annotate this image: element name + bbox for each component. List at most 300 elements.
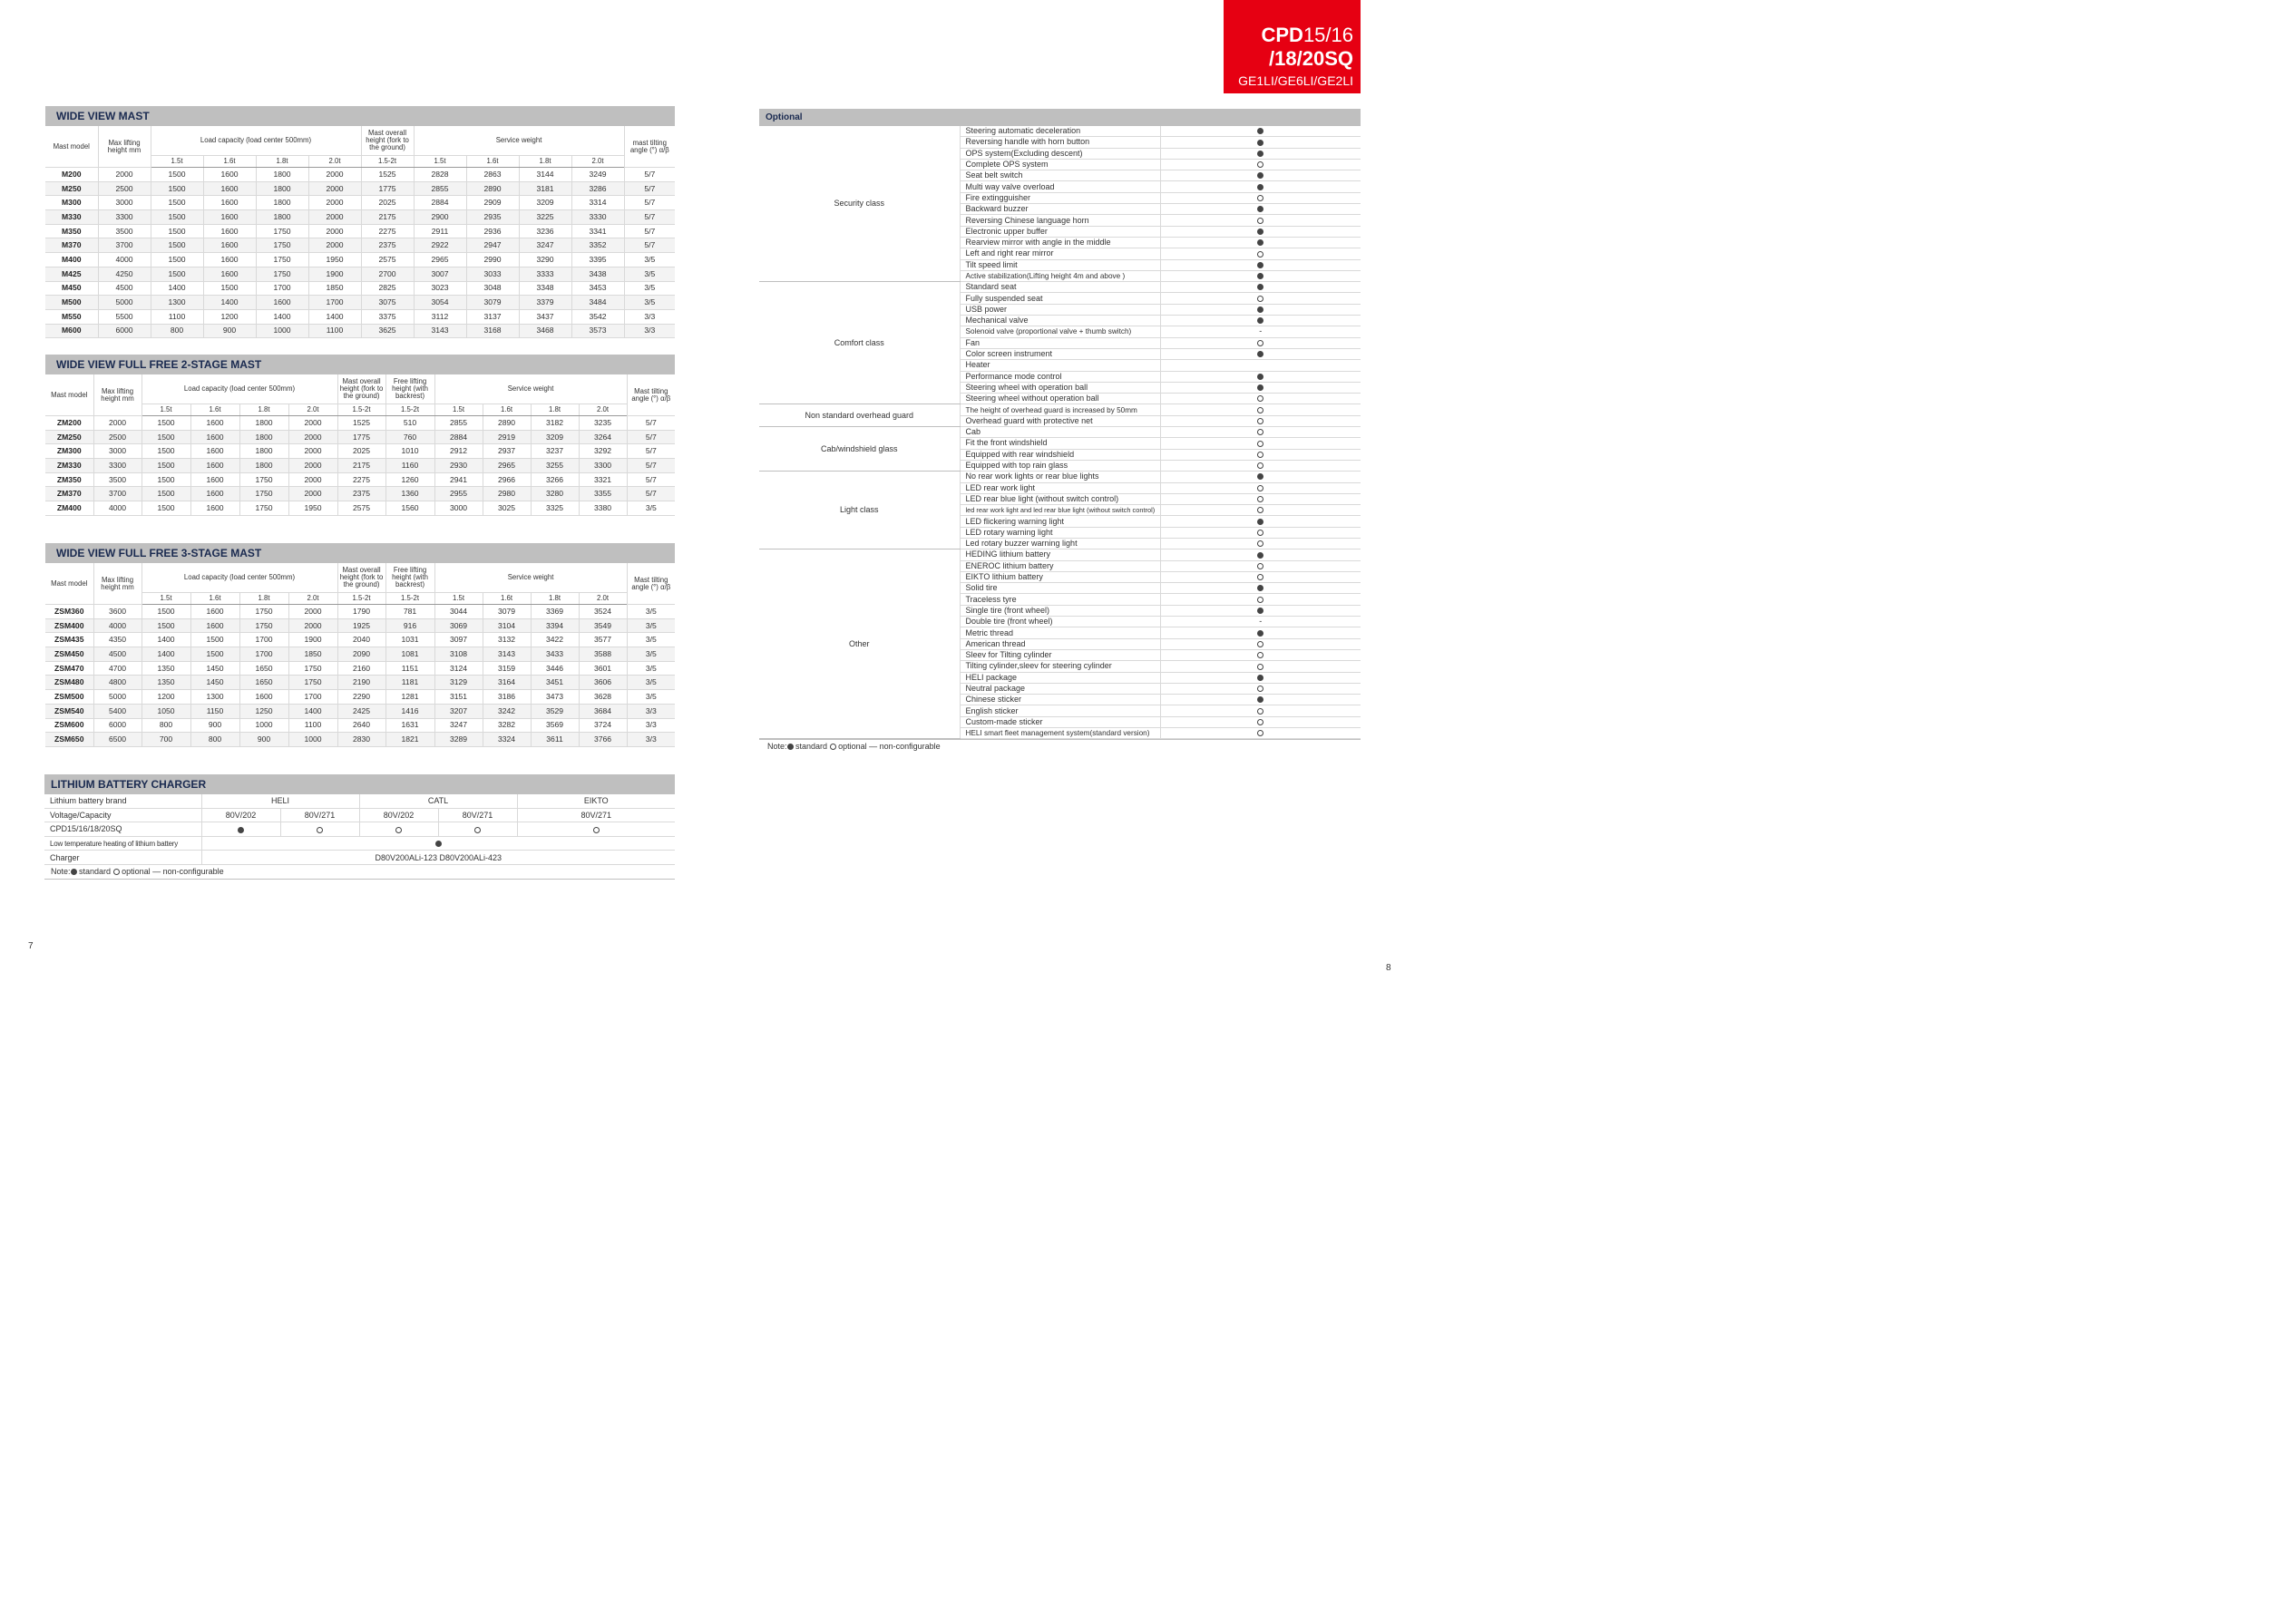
table-cell: 3143 <box>414 324 466 338</box>
cap-header: 1.6t <box>190 404 239 416</box>
table-cell: 1500 <box>141 501 190 516</box>
table-cell: 3/3 <box>624 309 675 324</box>
mast-model-cell: ZSM650 <box>45 733 93 747</box>
option-mark-cell <box>1160 204 1361 215</box>
table-cell: 2890 <box>483 416 531 431</box>
option-item: Left and right rear mirror <box>960 248 1160 259</box>
table-cell: 3129 <box>434 676 483 690</box>
table-cell: 1850 <box>288 647 337 662</box>
optional-circle-icon <box>1257 686 1263 692</box>
table-cell: 3473 <box>531 690 579 705</box>
option-item: Mechanical valve <box>960 316 1160 326</box>
optional-circle-icon <box>1257 418 1263 424</box>
table-cell: 2863 <box>466 168 519 182</box>
table-cell: 1500 <box>151 253 203 267</box>
mast-model-cell: M450 <box>45 281 98 296</box>
table-cell: 2000 <box>288 430 337 444</box>
table-cell: 3/3 <box>624 324 675 338</box>
table-cell: 3255 <box>531 459 579 473</box>
legend-optional: optional <box>838 742 867 752</box>
option-mark-cell <box>1160 594 1361 605</box>
table-cell: 4000 <box>93 618 141 633</box>
table-row <box>45 501 675 516</box>
table-cell: 1450 <box>190 661 239 676</box>
mast-model-cell: M500 <box>45 296 98 310</box>
optional-circle-icon <box>1257 251 1263 258</box>
table-cell: 2275 <box>361 224 414 238</box>
table-cell: 1400 <box>141 647 190 662</box>
option-mark-cell <box>1160 316 1361 326</box>
table-cell: 1925 <box>337 618 385 633</box>
optional-circle-icon <box>1257 296 1263 302</box>
option-mark-cell <box>1160 683 1361 694</box>
badge-line3: GE1LI/GE6LI/GE2LI <box>1238 73 1353 88</box>
optional-circle-icon <box>395 827 402 833</box>
option-item: Steering automatic deceleration <box>960 126 1160 137</box>
table-cell: 2500 <box>93 430 141 444</box>
table-cell: 1750 <box>239 501 288 516</box>
table-cell: 3000 <box>98 196 151 210</box>
optional-circle-icon <box>1257 719 1263 725</box>
legend-non-configurable: — non-configurable <box>152 866 224 876</box>
table-cell: 3225 <box>519 210 571 225</box>
option-item: Multi way valve overload <box>960 181 1160 192</box>
table-cell: 3033 <box>466 267 519 281</box>
optional-circle-icon <box>1257 530 1263 536</box>
table-cell: 3132 <box>483 633 531 647</box>
table-cell: 1600 <box>203 224 256 238</box>
table-cell: 1750 <box>239 487 288 501</box>
table-cell: 3/5 <box>627 690 675 705</box>
table-cell: 800 <box>190 733 239 747</box>
brand-catl: CATL <box>359 794 517 808</box>
table-cell: 3079 <box>466 296 519 310</box>
table-cell: 2500 <box>98 181 151 196</box>
table-row <box>45 733 675 747</box>
standard-dot-icon <box>1257 140 1263 146</box>
table-cell: 2175 <box>337 459 385 473</box>
table-cell: 3/5 <box>624 281 675 296</box>
option-mark-cell <box>1160 705 1361 716</box>
table-cell: 3182 <box>531 416 579 431</box>
table-cell: 1081 <box>385 647 434 662</box>
table-cell: 510 <box>385 416 434 431</box>
table-cell: 2909 <box>466 196 519 210</box>
header-mast-model: Mast model <box>45 374 93 416</box>
option-mark-cell <box>1160 661 1361 672</box>
table-row <box>45 324 675 338</box>
table-cell: 3290 <box>519 253 571 267</box>
option-mark-cell <box>1160 716 1361 727</box>
table-cell: 3/5 <box>624 296 675 310</box>
table-cell: 2275 <box>337 472 385 487</box>
mast-model-cell: ZSM435 <box>45 633 93 647</box>
mast-model-cell: M600 <box>45 324 98 338</box>
standard-dot-icon <box>1257 273 1263 279</box>
table-cell: 2000 <box>288 618 337 633</box>
option-mark-cell <box>1160 627 1361 638</box>
mast-model-cell: ZM400 <box>45 501 93 516</box>
table-cell: 4000 <box>93 501 141 516</box>
section-title: LITHIUM BATTERY CHARGER <box>44 774 675 794</box>
table-cell: 3000 <box>434 501 483 516</box>
option-mark-cell <box>1160 695 1361 705</box>
option-row <box>759 472 1361 482</box>
table-row <box>45 253 675 267</box>
table-cell: 760 <box>385 430 434 444</box>
table-cell: 2000 <box>93 416 141 431</box>
table-cell: 3451 <box>531 676 579 690</box>
optional-circle-icon <box>1257 574 1263 580</box>
mast-model-cell: M550 <box>45 309 98 324</box>
table-cell: 1500 <box>151 181 203 196</box>
section-title: Optional <box>759 109 1361 126</box>
optional-circle-icon <box>1257 507 1263 513</box>
table-cell: 3144 <box>519 168 571 182</box>
brand-label: Lithium battery brand <box>44 794 201 808</box>
table-cell: 3500 <box>93 472 141 487</box>
table-cell: 2825 <box>361 281 414 296</box>
table-cell: 4500 <box>93 647 141 662</box>
table-cell: 3264 <box>579 430 627 444</box>
optional-circle-icon <box>1257 462 1263 469</box>
table-cell: 3700 <box>93 487 141 501</box>
table-cell: 3143 <box>483 647 531 662</box>
standard-dot-icon <box>435 841 442 847</box>
table-cell: 1600 <box>203 267 256 281</box>
table-cell: 800 <box>141 718 190 733</box>
table-cell: 4500 <box>98 281 151 296</box>
mast-model-cell: ZM250 <box>45 430 93 444</box>
table-row <box>45 238 675 253</box>
table-cell: 2947 <box>466 238 519 253</box>
mast-table <box>45 374 675 516</box>
option-class: Non standard overhead guard <box>759 404 960 427</box>
mast-model-cell: M200 <box>45 168 98 182</box>
table-cell: 5/7 <box>627 459 675 473</box>
table-cell: 1400 <box>203 296 256 310</box>
table-cell: 1150 <box>190 704 239 718</box>
table-cell: 1750 <box>239 618 288 633</box>
table-cell: 3097 <box>434 633 483 647</box>
table-cell: 1775 <box>337 430 385 444</box>
option-item: Fire extingguisher <box>960 192 1160 203</box>
standard-dot-icon <box>1257 384 1263 391</box>
option-mark-cell <box>1160 605 1361 616</box>
table-cell: 3209 <box>519 196 571 210</box>
table-cell: 1000 <box>239 718 288 733</box>
table-cell: 1600 <box>190 430 239 444</box>
optional-circle-icon <box>317 827 323 833</box>
option-mark-cell <box>1160 170 1361 181</box>
table-cell: 2160 <box>337 661 385 676</box>
mast-model-cell: ZSM500 <box>45 690 93 705</box>
table-cell: 3151 <box>434 690 483 705</box>
optional-circle-icon <box>1257 485 1263 491</box>
option-item: Reversing handle with horn button <box>960 137 1160 148</box>
table-cell: 2000 <box>308 210 361 225</box>
standard-dot-icon <box>787 744 794 750</box>
free-sub-header: 1.5-2t <box>385 593 434 605</box>
standard-dot-icon <box>1257 374 1263 380</box>
table-cell: 3/5 <box>627 501 675 516</box>
table-cell: 800 <box>151 324 203 338</box>
mast-model-cell: M250 <box>45 181 98 196</box>
table-cell: 1750 <box>256 267 308 281</box>
table-cell: 1600 <box>190 444 239 459</box>
option-item: Tilting cylinder,sleev for steering cylinder <box>960 661 1160 672</box>
optional-circle-icon <box>1257 540 1263 547</box>
table-cell: 2000 <box>308 168 361 182</box>
table-cell: 900 <box>190 718 239 733</box>
option-mark-cell <box>1160 549 1361 560</box>
table-cell: 5/7 <box>627 444 675 459</box>
table-cell: 1700 <box>288 690 337 705</box>
standard-dot-icon <box>1257 519 1263 525</box>
option-mark-cell <box>1160 449 1361 460</box>
option-mark-cell <box>1160 326 1361 337</box>
table-cell: 2000 <box>288 444 337 459</box>
table-cell: 2965 <box>414 253 466 267</box>
table-cell: 2884 <box>434 430 483 444</box>
table-cell: 3/3 <box>627 718 675 733</box>
table-cell: 2890 <box>466 181 519 196</box>
header-service-weight: Service weight <box>414 126 624 156</box>
mast-model-cell: ZM300 <box>45 444 93 459</box>
option-item: USB power <box>960 304 1160 315</box>
table-cell: 3369 <box>531 605 579 619</box>
option-item: Complete OPS system <box>960 159 1160 170</box>
option-item: Led rotary buzzer warning light <box>960 538 1160 549</box>
cap-header: 1.8t <box>239 404 288 416</box>
header-overall-height: Mast overall height (fork to the ground) <box>361 126 414 156</box>
option-item: Fit the front windshield <box>960 438 1160 449</box>
table-cell: 3237 <box>531 444 579 459</box>
table-row <box>45 487 675 501</box>
table-cell: 5/7 <box>624 181 675 196</box>
option-mark-cell <box>1160 516 1361 527</box>
table-cell: 2884 <box>414 196 466 210</box>
table-cell: 5/7 <box>627 487 675 501</box>
table-cell: 1500 <box>203 281 256 296</box>
table-cell: 2000 <box>308 238 361 253</box>
cap-header: 1.8t <box>256 156 308 168</box>
header-free-height: Free lifting height (with backrest) <box>385 374 434 404</box>
table-cell: 3181 <box>519 181 571 196</box>
option-item: Tilt speed limit <box>960 259 1160 270</box>
model-mark-cell <box>517 822 675 837</box>
table-cell: 3524 <box>579 605 627 619</box>
table-cell: 5400 <box>93 704 141 718</box>
table-cell: 3433 <box>531 647 579 662</box>
header-max-height: Max lifting height mm <box>93 563 141 605</box>
table-cell: 1800 <box>239 430 288 444</box>
table-cell: 1700 <box>239 633 288 647</box>
table-cell: 3569 <box>531 718 579 733</box>
table-cell: 2919 <box>483 430 531 444</box>
optional-circle-icon <box>1257 429 1263 435</box>
table-cell: 1800 <box>256 168 308 182</box>
table-cell: 1260 <box>385 472 434 487</box>
mast-table <box>45 126 675 338</box>
table-cell: 3324 <box>483 733 531 747</box>
standard-dot-icon <box>1257 206 1263 212</box>
option-mark-cell <box>1160 226 1361 237</box>
table-cell: 1750 <box>239 472 288 487</box>
overall-sub-header: 1.5-2t <box>337 593 385 605</box>
table-cell: 3500 <box>98 224 151 238</box>
option-item: Custom-made sticker <box>960 716 1160 727</box>
table-row <box>45 647 675 662</box>
option-mark-cell <box>1160 137 1361 148</box>
cap-header: 1.5t <box>141 593 190 605</box>
option-mark-cell <box>1160 159 1361 170</box>
option-mark-cell <box>1160 282 1361 293</box>
option-item: No rear work lights or rear blue lights <box>960 472 1160 482</box>
standard-dot-icon <box>1257 585 1263 591</box>
table-cell: 1600 <box>190 605 239 619</box>
table-cell: 2025 <box>361 196 414 210</box>
mast-model-cell: ZM330 <box>45 459 93 473</box>
table-cell: 2000 <box>288 416 337 431</box>
lithium-charger-section <box>44 774 675 880</box>
table-cell: 2290 <box>337 690 385 705</box>
table-cell: 3330 <box>571 210 624 225</box>
table-cell: 3249 <box>571 168 624 182</box>
table-cell: 3577 <box>579 633 627 647</box>
table-cell: 3766 <box>579 733 627 747</box>
table-cell: 3112 <box>414 309 466 324</box>
option-item: Reversing Chinese language horn <box>960 215 1160 226</box>
table-row <box>45 416 675 431</box>
option-mark-cell <box>1160 404 1361 415</box>
mast-model-cell: M330 <box>45 210 98 225</box>
model-mark-cell <box>280 822 359 837</box>
free-sub-header: 1.5-2t <box>385 404 434 416</box>
option-mark-cell <box>1160 438 1361 449</box>
option-item: Neutral package <box>960 683 1160 694</box>
option-mark-cell <box>1160 505 1361 516</box>
optional-circle-icon <box>1257 395 1263 402</box>
table-cell: 3186 <box>483 690 531 705</box>
badge-line2: /18/20SQ <box>1269 47 1353 70</box>
table-cell: 3168 <box>466 324 519 338</box>
option-item: Sleev for Tilting cylinder <box>960 649 1160 660</box>
table-cell: 1600 <box>190 487 239 501</box>
table-cell: 1525 <box>361 168 414 182</box>
standard-dot-icon <box>1257 696 1263 703</box>
option-item: HELI package <box>960 672 1160 683</box>
table-cell: 1500 <box>151 267 203 281</box>
table-cell: 3044 <box>434 605 483 619</box>
table-cell: 4000 <box>98 253 151 267</box>
table-cell: 3542 <box>571 309 624 324</box>
weight-header: 1.5t <box>434 593 483 605</box>
mast-model-cell: ZM350 <box>45 472 93 487</box>
legend-optional: optional <box>122 866 151 876</box>
table-cell: 3/5 <box>627 676 675 690</box>
table-cell: 1500 <box>151 210 203 225</box>
option-row <box>759 549 1361 560</box>
table-cell: 3242 <box>483 704 531 718</box>
table-cell: 1300 <box>190 690 239 705</box>
full-free-3-stage-section <box>45 543 675 747</box>
table-row <box>45 309 675 324</box>
table-cell: 2980 <box>483 487 531 501</box>
table-cell: 1250 <box>239 704 288 718</box>
option-item: Performance mode control <box>960 371 1160 382</box>
option-mark-cell <box>1160 248 1361 259</box>
charger-value: D80V200ALi-123 D80V200ALi-423 <box>201 851 675 865</box>
table-cell: 2000 <box>288 487 337 501</box>
option-mark-cell <box>1160 348 1361 359</box>
table-cell: 2640 <box>337 718 385 733</box>
table-cell: 6000 <box>98 324 151 338</box>
table-cell: 1775 <box>361 181 414 196</box>
option-mark-cell <box>1160 181 1361 192</box>
table-cell: 1821 <box>385 733 434 747</box>
table-cell: 3724 <box>579 718 627 733</box>
option-item: The height of overhead guard is increased by 50mm <box>960 404 1160 415</box>
table-cell: 2830 <box>337 733 385 747</box>
option-class: Light class <box>759 472 960 549</box>
table-cell: 4800 <box>93 676 141 690</box>
standard-dot-icon <box>1257 262 1263 268</box>
option-item: Single tire (front wheel) <box>960 605 1160 616</box>
table-cell: 5000 <box>93 690 141 705</box>
table-cell: 3314 <box>571 196 624 210</box>
table-cell: 1416 <box>385 704 434 718</box>
table-cell: 1600 <box>256 296 308 310</box>
voltage-value: 80V/271 <box>517 808 675 822</box>
table-cell: 1151 <box>385 661 434 676</box>
mast-model-cell: ZSM360 <box>45 605 93 619</box>
header-mast-model: Mast model <box>45 126 98 168</box>
table-cell: 2040 <box>337 633 385 647</box>
table-cell: 2937 <box>483 444 531 459</box>
table-cell: 3289 <box>434 733 483 747</box>
standard-dot-icon <box>238 827 244 833</box>
standard-dot-icon <box>1257 284 1263 290</box>
option-mark-cell <box>1160 148 1361 159</box>
voltage-value: 80V/202 <box>201 808 280 822</box>
table-cell: 3054 <box>414 296 466 310</box>
table-cell: 1050 <box>141 704 190 718</box>
table-cell: 1631 <box>385 718 434 733</box>
table-cell: 3422 <box>531 633 579 647</box>
table-cell: 3438 <box>571 267 624 281</box>
table-cell: 3321 <box>579 472 627 487</box>
weight-header: 1.6t <box>483 593 531 605</box>
table-row <box>45 210 675 225</box>
weight-header: 1.6t <box>466 156 519 168</box>
legend-note <box>44 865 675 880</box>
overall-sub-header: 1.5-2t <box>337 404 385 416</box>
table-cell: 1100 <box>308 324 361 338</box>
standard-dot-icon <box>1257 351 1263 357</box>
option-mark-cell <box>1160 293 1361 304</box>
table-cell: 3075 <box>361 296 414 310</box>
mast-model-cell: ZSM470 <box>45 661 93 676</box>
table-cell: 2000 <box>288 472 337 487</box>
table-cell: 1600 <box>203 253 256 267</box>
table-cell: 1700 <box>308 296 361 310</box>
table-row <box>45 168 675 182</box>
table-cell: 2855 <box>434 416 483 431</box>
table-cell: 3/5 <box>627 605 675 619</box>
table-cell: 1200 <box>203 309 256 324</box>
option-mark-cell <box>1160 259 1361 270</box>
